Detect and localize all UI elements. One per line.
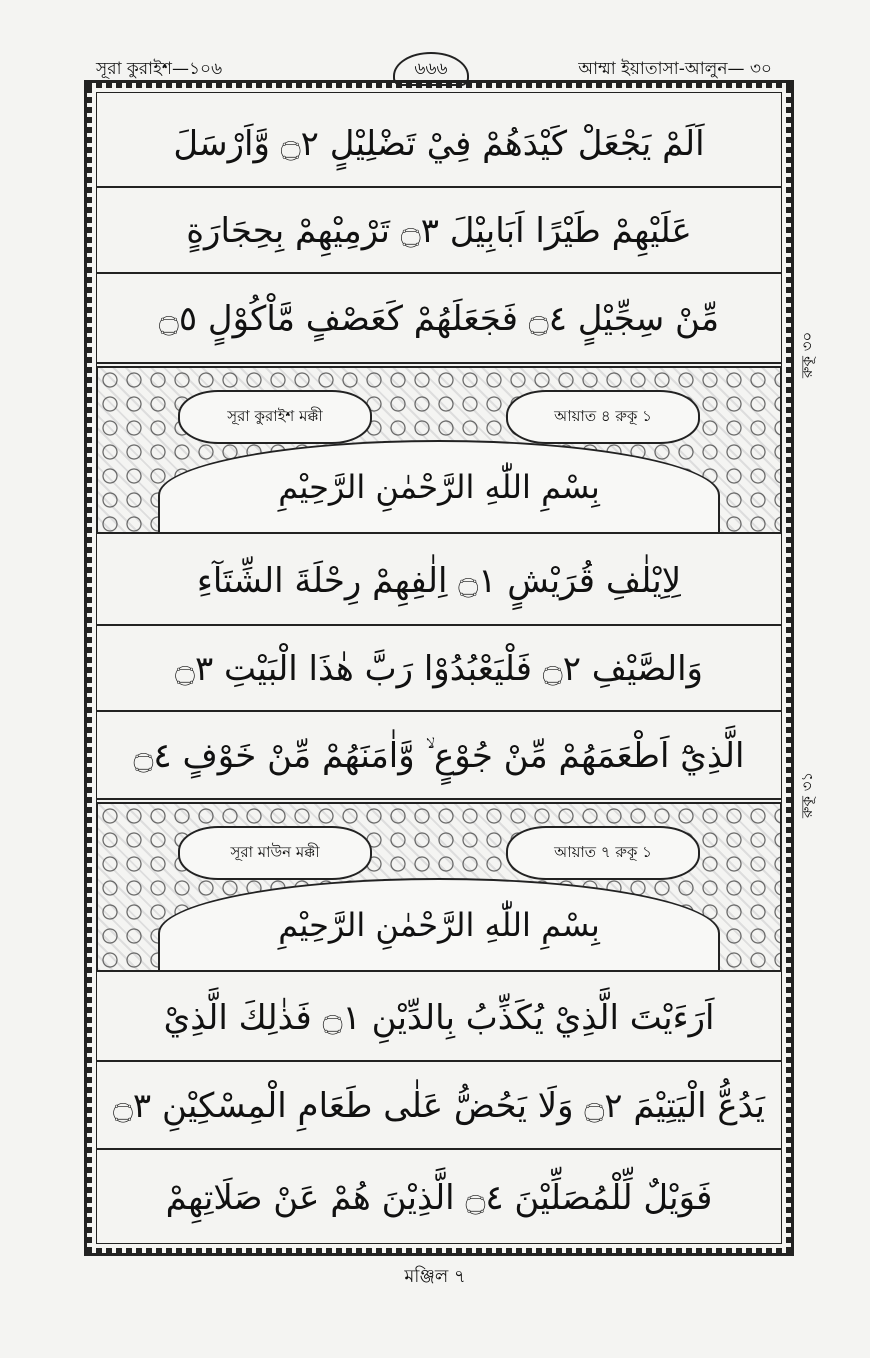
margin-ruku-note: রুকূ ৩০ [798, 331, 816, 379]
page-number: ৬৬৬ [393, 52, 469, 86]
bottom-chain-border [86, 1248, 792, 1253]
page-footer-manzil: মঞ্জিল ৭ [404, 1266, 466, 1287]
verse-line: فَوَيْلٌ لِّلْمُصَلِّيْنَ ۝٤ الَّذِيْنَ هُمْ عَنْ صَلَاتِهِمْ [165, 1177, 713, 1218]
margin-ruku-note: রুকূ ৩১ [798, 771, 816, 819]
bismillah-text: بِسْمِ اللّٰهِ الرَّحْمٰنِ الرَّحِيْمِ [278, 468, 600, 506]
right-chain-border [786, 83, 791, 1253]
verse-line: اَلَمْ يَجْعَلْ كَيْدَهُمْ فِيْ تَضْلِيْلٍ ۝٢ وَّاَرْسَلَ [96, 100, 782, 188]
surah-name-cartouche: সূরা মাউন মক্কী [178, 826, 372, 880]
bismillah-text: بِسْمِ اللّٰهِ الرَّحْمٰنِ الرَّحِيْمِ [278, 906, 600, 944]
verse-line: مِّنْ سِجِّيْلٍ ۝٤ فَجَعَلَهُمْ كَعَصْفٍ مَّاْكُوْلٍ ۝٥ [96, 274, 782, 364]
verse-line: عَلَيْهِمْ طَيْرًا اَبَابِيْلَ ۝٣ تَرْمِيْهِمْ بِحِجَارَةٍ [96, 188, 782, 274]
surah-header-maun [96, 802, 782, 972]
verse-line: وَالصَّيْفِ ۝٢ فَلْيَعْبُدُوْا رَبَّ هٰذَا الْبَيْتِ ۝٣ [96, 626, 782, 712]
verse-line: الَّذِيْٓ اَطْعَمَهُمْ مِّنْ جُوْعٍ ۙ وَّاٰمَنَهُمْ مِّنْ خَوْفٍ ۝٤ [96, 712, 782, 800]
verse-line: اَرَءَيْتَ الَّذِيْ يُكَذِّبُ بِالدِّيْنِ ۝١ فَذٰلِكَ الَّذِيْ [96, 974, 782, 1062]
verse-line: يَدُعُّ الْيَتِيْمَ ۝٢ وَلَا يَحُضُّ عَلٰى طَعَامِ الْمِسْكِيْنِ ۝٣ [96, 1062, 782, 1150]
top-chain-border [86, 83, 792, 88]
ayat-count-cartouche: আয়াত ৪ রুকূ ১ [506, 390, 700, 444]
header-surah-title: সূরা কুরাইশ—১০৬ [96, 59, 223, 79]
bismillah-arch [158, 440, 720, 532]
verse-line: لِاِيْلٰفِ قُرَيْشٍ ۝١ اِلٰفِهِمْ رِحْلَةَ الشِّتَآءِ [96, 536, 782, 626]
bismillah-arch [158, 878, 720, 970]
surah-header-quraish [96, 366, 782, 534]
left-chain-border [87, 83, 92, 1253]
ayat-count-cartouche: আয়াত ৭ রুকূ ১ [506, 826, 700, 880]
header-para-title: আম্মা ইয়াতাসা-আলুন— ৩০ [578, 59, 772, 79]
surah-name-cartouche: সূরা কুরাইশ মক্কী [178, 390, 372, 444]
